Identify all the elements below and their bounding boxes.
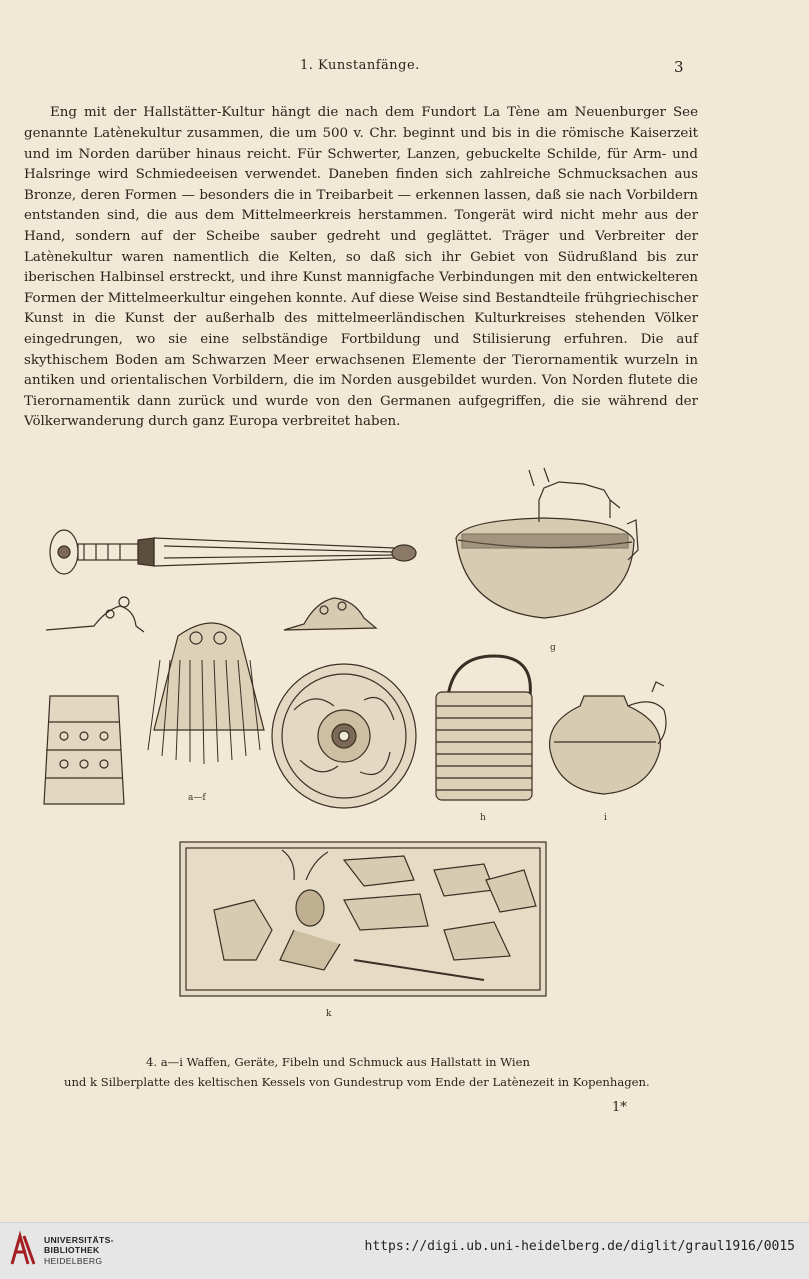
library-line-1: UNIVERSITÄTS- xyxy=(44,1235,114,1245)
ornamental-panel-illustration xyxy=(44,696,124,804)
caption-line-1: 4. a—i Waffen, Geräte, Fibeln und Schmuck aus Hallstatt in Wien xyxy=(146,1055,530,1069)
fibula-right-illustration xyxy=(284,598,376,630)
silver-plate-illustration xyxy=(180,842,546,996)
vase-illustration xyxy=(550,682,666,794)
section-title: 1. Kunstanfänge. xyxy=(300,58,420,73)
running-head xyxy=(0,58,809,78)
bowl-with-bull-illustration xyxy=(456,468,638,618)
library-line-2: BIBLIOTHEK xyxy=(44,1245,100,1256)
label-h: h xyxy=(480,813,486,823)
caption-line-2: und k Silberplatte des keltischen Kessels von Gundestrup vom Ende der Latènezeit in Kopenhagen. xyxy=(64,1075,650,1089)
label-k: k xyxy=(326,1009,332,1019)
label-a-f: a—f xyxy=(188,793,206,803)
page-number: 3 xyxy=(674,58,684,76)
bronze-disc-illustration xyxy=(272,664,416,808)
label-g: g xyxy=(550,643,556,653)
ribbed-bucket-illustration xyxy=(436,656,532,800)
signature-mark: 1* xyxy=(612,1100,627,1115)
plate-figure xyxy=(24,460,714,1040)
artifact-illustrations xyxy=(24,460,714,1040)
footer-bar xyxy=(0,1222,809,1279)
library-name xyxy=(44,1235,114,1266)
dagger-illustration xyxy=(50,530,416,574)
pendant-illustration xyxy=(148,623,264,764)
fibula-left-illustration xyxy=(46,597,144,632)
library-line-3: HEIDELBERG xyxy=(44,1255,103,1266)
label-i: i xyxy=(604,813,607,823)
figure-caption xyxy=(24,1052,724,1092)
document-url-link[interactable]: https://digi.ub.uni-heidelberg.de/diglit/graul1916/0015 xyxy=(364,1239,795,1254)
university-library-logo-icon[interactable] xyxy=(8,1230,38,1270)
body-paragraph: Eng mit der Hallstätter-Kultur hängt die nach dem Fundort La Tène am Neuenburger See genannte Latènekultur zusammen, die um 500 v. Chr. beginnt und bis in die römische Kaiserzeit und im Norden darüber hinaus reicht. Für Schwerter, Lanzen, gebuckelte Schilde, für Arm- und Halsringe wird Schmiedeeisen verwendet. Daneben finden sich zahlreiche Schmucksachen aus Bronze, deren Formen — besonders die in Treibarbeit — erkennen lassen, daß sie nach Vorbildern entstanden sind, die aus dem Mittelmeerkreis herstammen. Tongerät wird nicht mehr aus der Hand, sondern auf der Scheibe sauber gedreht und geglättet. Träger und Verbreiter der Latènekultur waren namentlich die Kelten, so daß sich ihr Gebiet von Südrußland bis zur iberischen Halbinsel erstreckt, und ihre Kunst mannigfache Verbindungen mit den entwickelteren Formen der Mittelmeerkultur eingehen konnte. Auf diese Weise sind Bestandteile frühgriechischer Kunst in die Kunst der außerhalb des mittelmeerländischen Kulturkreises stehenden Völker eingedrungen, wo sie eine selbständige Fortbildung und Stilisierung erfuhren. Die auf skythischem Boden am Schwarzen Meer erwachsenen Elemente der Tierornamentik wurzeln in antiken und orientalischen Vorbildern, die im Norden ausgebildet wurden. Von Norden flutete die Tierornamentik dann zurück und wurde von den Germanen aufgegriffen, die sie während der Völkerwanderung durch ganz Europa verbreitet haben. xyxy=(24,105,698,430)
